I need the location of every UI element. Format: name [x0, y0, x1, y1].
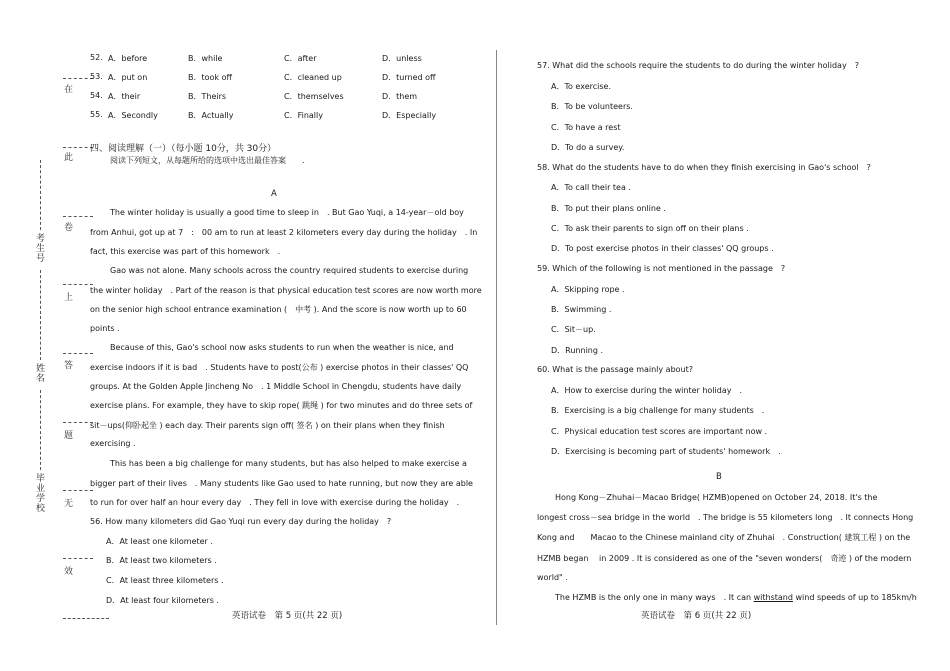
field-label-exam-id: 考生号 [36, 234, 46, 264]
passage-line: Because of this, Gao's school now asks students to run when the weather is nice, and [110, 343, 454, 352]
option: D．Running . [551, 346, 604, 355]
option-d: D．unless [382, 54, 422, 63]
option: A．Skipping rope . [551, 285, 625, 294]
section-title: 四、阅读理解（一）（每小题 10分，共 30分） [90, 144, 277, 154]
field-line [40, 270, 41, 360]
text-segment: wind speeds of up to 185km/h [792, 593, 917, 602]
seal-dash [63, 353, 93, 354]
option: D．Exercising is becoming part of students' homework . [551, 447, 781, 456]
passage-line: on the senior high school entrance examination ( 中考 ). And the score is now worth up to 60 [90, 305, 467, 314]
passage-line: HZMB began in 2009 . It is considered as one of the "seven wonders( 奇迹 ) of the modern [537, 554, 912, 563]
option-c: C．cleaned up [284, 73, 342, 82]
seal-char: 卷 [64, 223, 74, 233]
question-number: 54. [90, 91, 103, 100]
option: B．Swimming . [551, 305, 612, 314]
passage-line: Kong and Macao to the Chinese mainland city of Zhuhai . Construction( 建筑工程 ) on the [537, 533, 911, 542]
option-d: D．turned off [382, 73, 436, 82]
option: A．To call their tea . [551, 183, 631, 192]
field-line [40, 160, 41, 230]
option-a: A．Secondly [108, 111, 158, 120]
seal-dash [63, 78, 93, 79]
passage-line: This has been a big challenge for many students, but has also helped to make exercise a [110, 459, 467, 468]
passage-line: longest cross－sea bridge in the world . The bridge is 55 kilometers long . It connects Hong [537, 513, 914, 522]
option: A．To exercise. [551, 82, 611, 91]
option-c: C．after [284, 54, 317, 63]
question-stem: 58. What do the students have to do when they finish exercising in Gao's school ? [537, 163, 871, 172]
binding-margin [0, 0, 85, 671]
seal-dash [63, 558, 93, 559]
passage-line: exercise indoors if it is bad . Students have to post(公布 ) exercise photos in their classes' QQ [90, 363, 469, 372]
seal-dash [63, 422, 93, 423]
option: D．To do a survey. [551, 143, 625, 152]
footer-page-5: 英语试卷 第 5 页(共 22 页) [232, 611, 343, 621]
seal-char: 此 [64, 153, 74, 163]
seal-dash [63, 147, 93, 148]
seal-dash [63, 490, 93, 491]
question-stem: 56. How many kilometers did Gao Yuqi run every day during the holiday ? [90, 517, 392, 526]
seal-char: 题 [64, 431, 74, 441]
field-line [40, 390, 41, 470]
seal-dash [63, 216, 93, 217]
question-number: 55. [90, 110, 103, 119]
seal-char: 答 [64, 361, 74, 371]
passage-line: The winter holiday is usually a good time to sleep in . But Gao Yuqi, a 14-year－old boy [110, 208, 464, 217]
option: C．To have a rest [551, 123, 621, 132]
option-a: A．put on [108, 73, 148, 82]
option: A．How to exercise during the winter holiday . [551, 386, 743, 395]
passage-line: groups. At the Golden Apple Jincheng No . 1 Middle School in Chengdu, students have daily [90, 382, 462, 391]
option-c: C．themselves [284, 92, 344, 101]
option-b: B．Theirs [188, 92, 227, 101]
question-stem: 57. What did the schools require the students to do during the winter holiday ? [537, 61, 859, 70]
text-segment: The HZMB is the only one in many ways . It can [555, 593, 754, 602]
option: C．At least three kilometers . [106, 576, 224, 585]
passage-a-label: A [271, 189, 277, 199]
question-stem: 60. What is the passage mainly about? [537, 365, 694, 374]
option-a: A．their [108, 92, 141, 101]
field-label-school: 毕业学校 [36, 474, 46, 514]
passage-line: the winter holiday . Part of the reason is that physical education test scores are now worth more [90, 286, 482, 295]
passage-line: Hong Kong－Zhuhai－Macao Bridge( HZMB)opened on October 24, 2018. It's the [555, 493, 878, 502]
option: B．To put their plans online . [551, 204, 666, 213]
option-a: A．before [108, 54, 148, 63]
passage-line: from Anhui, got up at 7 : 00 am to run at least 2 kilometers every day during the holiday . In [90, 228, 478, 237]
passage-line: exercise plans. For example, they have to skip rope( 跳绳 ) for two minutes and do three sets of [90, 401, 473, 410]
passage-line: sit－ups(仰卧起坐 ) each day. Their parents sign off( 签名 ) on their plans when they finish [90, 421, 445, 430]
footer-rule [63, 618, 109, 619]
passage-line: fact, this exercise was part of this homework . [90, 247, 281, 256]
option: B．Exercising is a big challenge for many students . [551, 406, 765, 415]
seal-char: 效 [64, 567, 74, 577]
passage-line: bigger part of their lives . Many students like Gao used to hate running, but now they are able [90, 479, 473, 488]
option: B．At least two kilometers . [106, 556, 217, 565]
passage-line: exercising . [90, 439, 136, 448]
section-instructions: 阅读下列短文，从每题所给的选项中选出最佳答案 . [110, 156, 305, 165]
passage-line: points . [90, 324, 120, 333]
option: A．At least one kilometer . [106, 537, 213, 546]
option: D．At least four kilometers . [106, 596, 219, 605]
question-number: 52. [90, 53, 103, 62]
option: B．To be volunteers. [551, 102, 633, 111]
question-stem: 59. Which of the following is not mentioned in the passage ? [537, 264, 786, 273]
option: C．Physical education test scores are important now . [551, 427, 768, 436]
passage-line [555, 592, 917, 603]
option-b: B．while [188, 54, 223, 63]
option-d: D．Especially [382, 111, 437, 120]
passage-line: world" . [537, 573, 568, 582]
passage-line: Gao was not alone. Many schools across the country required students to exercise during [110, 266, 469, 275]
field-label-name: 姓名 [36, 364, 46, 384]
footer-page-6: 英语试卷 第 6 页(共 22 页) [641, 611, 752, 621]
option-b: B．Actually [188, 111, 234, 120]
option-c: C．Finally [284, 111, 323, 120]
seal-dash [63, 284, 93, 285]
option-b: B．took off [188, 73, 232, 82]
passage-b-label: B [716, 472, 722, 482]
option-d: D．them [382, 92, 418, 101]
option: D．To post exercise photos in their classes' QQ groups . [551, 244, 774, 253]
seal-char: 上 [64, 293, 74, 303]
question-number: 53. [90, 72, 103, 81]
seal-char: 无 [64, 499, 74, 509]
option: C．To ask their parents to sign off on their plans . [551, 224, 749, 233]
seal-char: 在 [64, 85, 74, 95]
option: C．Sit－up. [551, 325, 596, 334]
underlined-word: withstand [753, 593, 793, 602]
passage-line: to run for over half an hour every day . They fell in love with exercise during the holiday . [90, 498, 460, 507]
column-divider [496, 50, 497, 625]
